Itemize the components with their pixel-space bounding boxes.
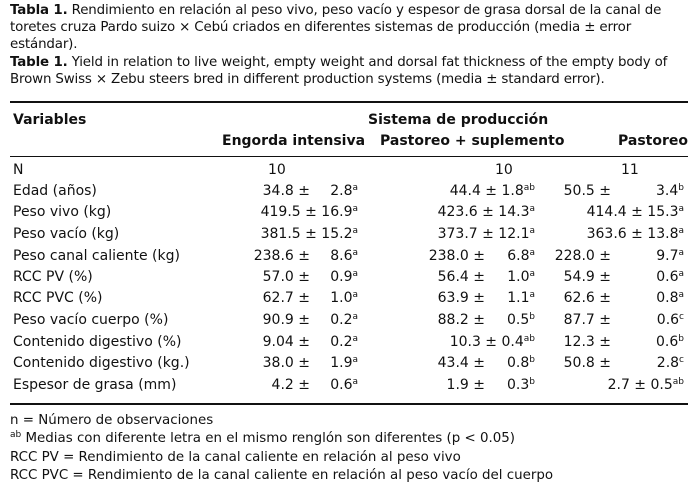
- table-bottom-rule: [10, 403, 688, 405]
- significance-letter: a: [352, 377, 358, 387]
- significance-letter: a: [529, 226, 535, 236]
- cell-mean-value: 62.6 ±: [563, 290, 611, 306]
- significance-letter: a: [678, 269, 684, 279]
- cell-error: [330, 334, 358, 350]
- cell-mean-value: 12.3 ±: [563, 334, 611, 350]
- cell-error: [656, 290, 684, 306]
- cell-error-value: 0.8: [507, 355, 530, 371]
- significance-letter: c: [679, 355, 684, 365]
- cell-mean-value: 381.5 ± 15.2: [260, 226, 353, 242]
- row-label: Contenido digestivo (kg.): [13, 355, 190, 371]
- cell-error: [656, 248, 684, 264]
- significance-letter: b: [678, 183, 684, 193]
- header-production-system: Sistema de producción: [368, 112, 549, 128]
- cell-mean: [263, 183, 310, 199]
- row-label: Edad (años): [13, 183, 97, 199]
- cell-mean-value: 228.0 ±: [554, 248, 611, 264]
- cell-mean-value: 9.04 ±: [262, 334, 310, 350]
- table-row: [0, 355, 696, 376]
- note-rcc-pv: RCC PV = Rendimiento de la canal caliente en relación al peso vivo: [10, 450, 461, 465]
- caption-english-label: Table 1.: [10, 55, 68, 70]
- table-row: [0, 334, 696, 355]
- cell-error: [330, 355, 358, 371]
- cell-mean: [587, 204, 684, 220]
- cell-error-value: 1.1: [507, 290, 530, 306]
- cell-mean: [564, 334, 611, 350]
- table-row: [0, 248, 696, 269]
- cell-mean: [564, 312, 611, 328]
- cell-error: [507, 312, 535, 328]
- significance-letter: a: [678, 226, 684, 236]
- table-top-rule: [10, 101, 688, 103]
- table-row: [0, 183, 696, 204]
- cell-mean: [438, 269, 485, 285]
- cell-error: [330, 248, 358, 264]
- note-rcc-pvc: RCC PVC = Rendimiento de la canal caliente en relación al peso vacío del cuerpo: [10, 468, 554, 483]
- caption-spanish-label: Tabla 1.: [10, 3, 68, 18]
- cell-error: [656, 183, 684, 199]
- row-label: RCC PVC (%): [13, 290, 103, 306]
- cell-error-value: 9.7: [656, 248, 679, 264]
- cell-mean-value: 4.2 ±: [271, 377, 310, 393]
- row-label: Espesor de grasa (mm): [13, 377, 177, 393]
- cell-error: [330, 377, 358, 393]
- cell-error-value: 1.0: [330, 290, 353, 306]
- cell-mean-value: 63.9 ±: [437, 290, 485, 306]
- significance-letter: a: [529, 204, 535, 214]
- cell-mean: [429, 248, 485, 264]
- cell-count: 10: [268, 162, 286, 178]
- header-variables: Variables: [13, 112, 87, 128]
- cell-mean: [263, 355, 310, 371]
- cell-error-value: 2.8: [330, 183, 353, 199]
- cell-error-value: 6.8: [507, 248, 530, 264]
- significance-letter: a: [352, 248, 358, 258]
- cell-mean: [564, 183, 611, 199]
- header-col-pastoreo: Pastoreo: [618, 133, 688, 149]
- note-ab: [10, 431, 515, 446]
- cell-error-value: 8.6: [330, 248, 353, 264]
- cell-mean-value: 1.9 ±: [446, 377, 485, 393]
- cell-count: 11: [621, 162, 639, 178]
- cell-mean-value: 90.9 ±: [262, 312, 310, 328]
- cell-mean-value: 62.7 ±: [262, 290, 310, 306]
- cell-error: [656, 334, 684, 350]
- cell-error-value: 0.2: [330, 312, 353, 328]
- table-row: [0, 377, 696, 398]
- cell-mean-value: 54.9 ±: [563, 269, 611, 285]
- cell-mean: [564, 355, 611, 371]
- row-label: RCC PV (%): [13, 269, 93, 285]
- cell-mean: [438, 204, 535, 220]
- significance-letter: a: [678, 204, 684, 214]
- cell-mean: [608, 377, 684, 393]
- significance-letter: b: [529, 377, 535, 387]
- cell-error-value: 2.8: [656, 355, 680, 371]
- significance-letter: a: [352, 290, 358, 300]
- significance-letter: a: [352, 269, 358, 279]
- cell-error: [507, 377, 535, 393]
- cell-mean: [263, 269, 310, 285]
- cell-mean: [261, 204, 358, 220]
- cell-mean: [438, 226, 535, 242]
- cell-error-value: 0.2: [330, 334, 353, 350]
- row-label: Peso vacío cuerpo (%): [13, 312, 169, 328]
- table-row: [0, 312, 696, 333]
- cell-error-value: 1.9: [330, 355, 353, 371]
- cell-mean-value: 10.3 ± 0.4: [449, 334, 524, 350]
- row-label: Peso vivo (kg): [13, 204, 112, 220]
- cell-mean-value: 238.0 ±: [428, 248, 485, 264]
- cell-error: [657, 355, 684, 371]
- cell-error: [507, 355, 535, 371]
- cell-error: [507, 290, 535, 306]
- cell-error-value: 3.4: [656, 183, 679, 199]
- significance-letter: c: [679, 312, 684, 322]
- table-row: [0, 269, 696, 290]
- cell-error: [330, 290, 358, 306]
- cell-error-value: 0.6: [330, 377, 353, 393]
- table-row: [0, 290, 696, 311]
- cell-error: [330, 269, 358, 285]
- cell-mean: [438, 290, 485, 306]
- significance-letter: b: [529, 355, 535, 365]
- cell-mean-value: 50.5 ±: [563, 183, 611, 199]
- cell-mean-value: 57.0 ±: [262, 269, 310, 285]
- cell-mean-value: 87.7 ±: [563, 312, 611, 328]
- cell-mean: [261, 226, 358, 242]
- cell-mean: [263, 290, 310, 306]
- table-row: [0, 162, 696, 183]
- cell-error: [507, 269, 535, 285]
- note-ab-superscript: ab: [10, 430, 22, 440]
- cell-mean: [272, 377, 310, 393]
- cell-mean-value: 363.6 ± 13.8: [586, 226, 679, 242]
- cell-error-value: 0.6: [656, 269, 679, 285]
- cell-mean-value: 419.5 ± 16.9: [260, 204, 353, 220]
- caption-english-text: Yield in relation to live weight, empty weight and dorsal fat thickness of the empty body of Brown Swiss × Zebu steers bred in different production systems (media ± standard error).: [10, 55, 668, 87]
- significance-letter: a: [529, 290, 535, 300]
- cell-mean: [254, 248, 310, 264]
- cell-error-value: 0.8: [656, 290, 679, 306]
- cell-error-value: 0.5: [507, 312, 530, 328]
- cell-mean-value: 2.7 ± 0.5: [607, 377, 673, 393]
- cell-error-value: 1.0: [507, 269, 530, 285]
- note-n: n = Número de observaciones: [10, 413, 214, 428]
- significance-letter: a: [529, 248, 535, 258]
- significance-letter: a: [678, 290, 684, 300]
- significance-letter: b: [678, 334, 684, 344]
- cell-error: [507, 248, 535, 264]
- row-label: N: [13, 162, 24, 178]
- row-label: Peso vacío (kg): [13, 226, 120, 242]
- significance-letter: a: [352, 355, 358, 365]
- caption-spanish-text: Rendimiento en relación al peso vivo, peso vacío y espesor de grasa dorsal de la canal de toretes cruza Pardo suizo × Cebú criados en diferentes sistemas de producción (media ± error estándar).: [10, 3, 662, 52]
- cell-mean: [555, 248, 611, 264]
- header-col-pastoreo-suplemento: Pastoreo + suplemento: [380, 133, 565, 149]
- cell-mean-value: 56.4 ±: [437, 269, 485, 285]
- cell-mean-value: 373.7 ± 12.1: [437, 226, 530, 242]
- cell-mean-value: 414.4 ± 15.3: [586, 204, 679, 220]
- cell-mean: [564, 290, 611, 306]
- significance-letter: a: [529, 269, 535, 279]
- row-label: Peso canal caliente (kg): [13, 248, 180, 264]
- caption-spanish: [10, 2, 690, 53]
- significance-letter: a: [352, 334, 358, 344]
- cell-mean-value: 44.4 ± 1.8: [449, 183, 524, 199]
- cell-error-value: 0.9: [330, 269, 353, 285]
- header-col-engorda-intensiva: Engorda intensiva: [222, 133, 366, 149]
- significance-letter: ab: [523, 183, 535, 193]
- cell-error: [657, 312, 684, 328]
- cell-error-value: 0.6: [656, 312, 680, 328]
- table-header-rule: [10, 156, 688, 157]
- significance-letter: a: [678, 248, 684, 258]
- note-ab-text: Medias con diferente letra en el mismo renglón son diferentes (p < 0.05): [21, 431, 516, 446]
- caption-english: [10, 54, 690, 88]
- cell-mean: [587, 226, 684, 242]
- cell-mean-value: 50.8 ±: [563, 355, 611, 371]
- significance-letter: b: [529, 312, 535, 322]
- cell-error: [330, 312, 358, 328]
- significance-letter: ab: [523, 334, 535, 344]
- cell-count: 10: [495, 162, 513, 178]
- cell-mean-value: 38.0 ±: [262, 355, 310, 371]
- cell-mean: [450, 334, 535, 350]
- cell-mean: [438, 312, 485, 328]
- table-row: [0, 226, 696, 247]
- significance-letter: a: [352, 226, 358, 236]
- cell-error-value: 0.6: [656, 334, 679, 350]
- row-label: Contenido digestivo (%): [13, 334, 182, 350]
- cell-error: [656, 269, 684, 285]
- cell-mean-value: 34.8 ±: [262, 183, 310, 199]
- cell-mean: [450, 183, 535, 199]
- cell-mean: [263, 312, 310, 328]
- significance-letter: a: [352, 183, 358, 193]
- significance-letter: a: [352, 312, 358, 322]
- significance-letter: ab: [672, 377, 684, 387]
- cell-mean-value: 88.2 ±: [437, 312, 485, 328]
- table-row: [0, 204, 696, 225]
- cell-mean-value: 43.4 ±: [437, 355, 485, 371]
- cell-mean-value: 238.6 ±: [253, 248, 310, 264]
- cell-mean-value: 423.6 ± 14.3: [437, 204, 530, 220]
- significance-letter: a: [352, 204, 358, 214]
- cell-error: [330, 183, 358, 199]
- cell-mean: [263, 334, 310, 350]
- cell-mean: [564, 269, 611, 285]
- cell-mean: [447, 377, 485, 393]
- cell-mean: [438, 355, 485, 371]
- cell-error-value: 0.3: [507, 377, 530, 393]
